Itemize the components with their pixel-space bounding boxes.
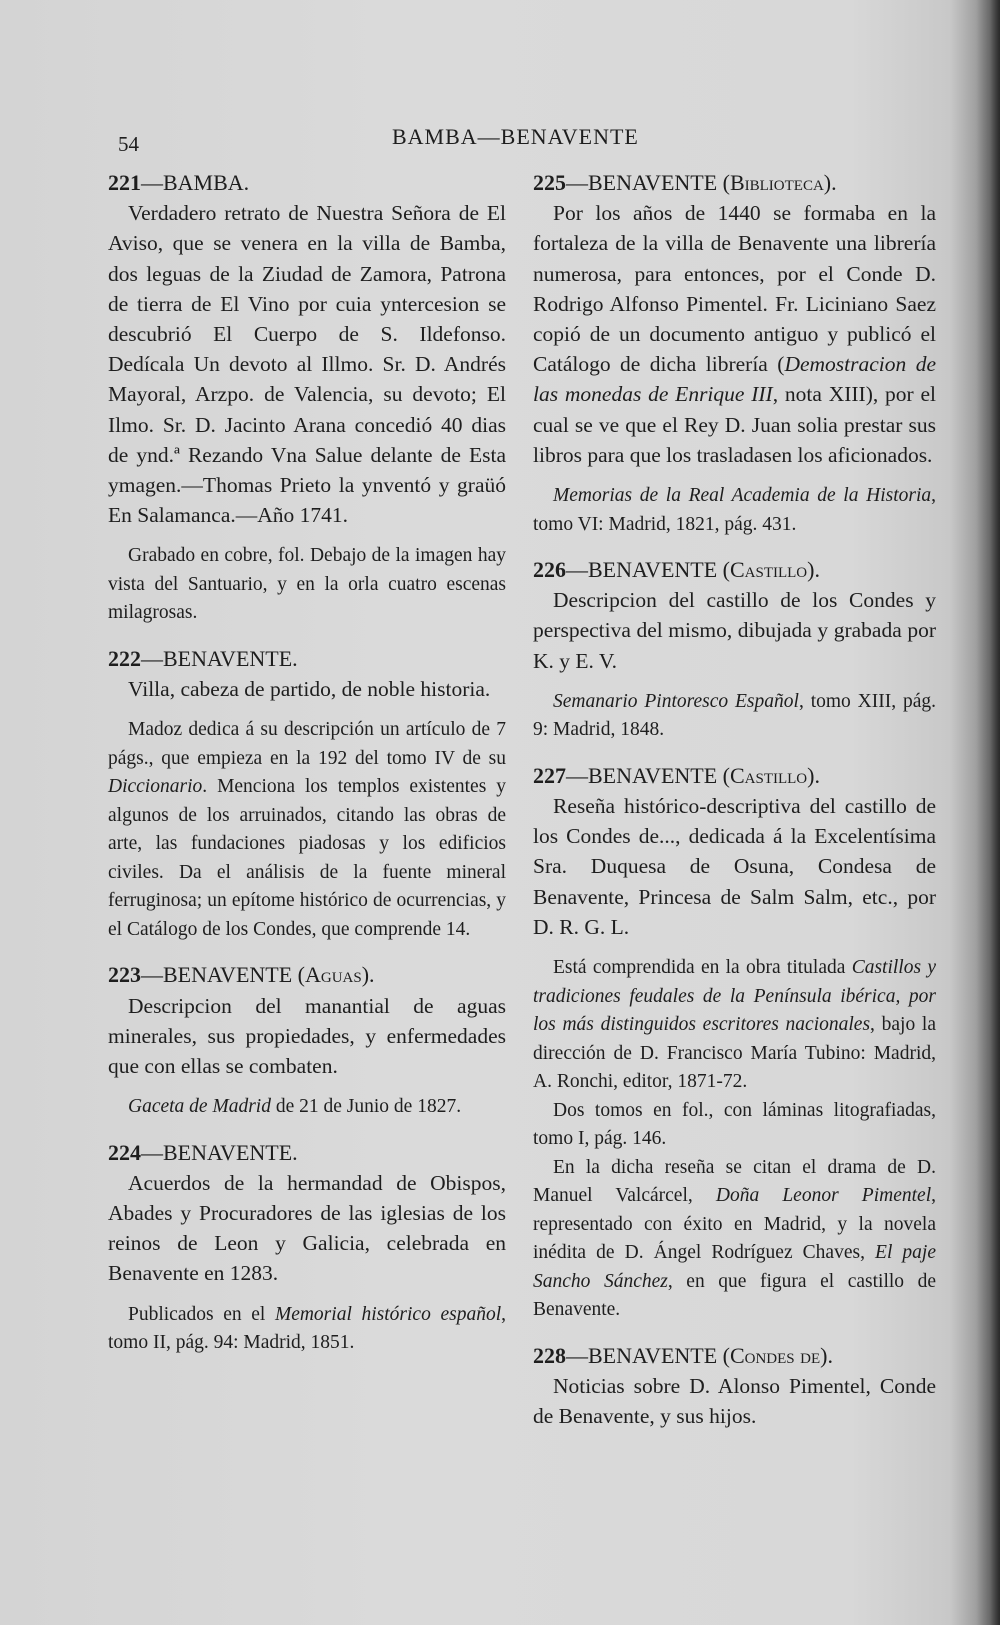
entry-222 (108, 644, 506, 944)
entry-text: Descripcion del castillo de los Condes y perspectiva del mismo, dibujada y grabada por K. y E. V. (533, 588, 936, 673)
entry-note: Dos tomos en fol., con láminas litografiadas, tomo I, pág. 146. (533, 1099, 936, 1150)
entry-number: 225 (533, 170, 566, 195)
entry-note (533, 1154, 936, 1325)
entry-title: —BAMBA. (141, 170, 250, 195)
note-text: , representado con éxito en Madrid, y la novela inédita de D. Ángel Rodríguez Chaves, (533, 1185, 936, 1264)
entry-title-end: ). (807, 762, 820, 788)
entry-225 (533, 168, 936, 539)
note-text: , bajo la dirección de D. Francisco María Tubino: Madrid, A. Ronchi, editor, 1871-72. (533, 1014, 936, 1093)
entry-number: 222 (108, 645, 141, 671)
entry-text: Villa, cabeza de partido, de noble historia. (128, 677, 491, 702)
entry-note (108, 1301, 506, 1358)
entry-title: —BENAVENTE ( (141, 962, 305, 988)
entry-subtitle: Castillo (729, 557, 808, 583)
running-head: BAMBA—BENAVENTE (392, 124, 639, 149)
note-text: Está comprendida en la obra titulada (553, 957, 852, 979)
entry-number: 221 (108, 170, 141, 195)
entry-title-end: ). (820, 1342, 833, 1368)
entry-heading (533, 1341, 936, 1371)
note-citation: Semanario Pintoresco Español (553, 690, 799, 712)
note-citation: Castillos y tradiciones feudales de la Península ibérica, por los más distinguidos escritores nacionales (533, 957, 936, 1036)
entry-heading (533, 555, 936, 585)
entry-title: —BENAVENTE. (141, 1139, 298, 1165)
note-text: , tomo VI: Madrid, 1821, pág. 431. (533, 485, 936, 535)
note-citation: Diccionario (108, 776, 203, 798)
entry-note (108, 1093, 506, 1122)
entry-title-end: ). (361, 962, 375, 988)
entry-226 (533, 555, 936, 745)
entry-number: 223 (108, 962, 141, 988)
text-part: Por los años de 1440 se formaba en la fortaleza de la villa de Benavente una librería numerosa, para entonces, por el Conde D. Rodrigo Alfonso Pimentel. Fr. Liciniano Saez copió de un documento antiguo y publicó el Catálogo de dicha librería ( (533, 201, 936, 377)
entry-227 (533, 761, 936, 1325)
entry-heading (533, 761, 936, 791)
entry-number: 228 (533, 1342, 566, 1368)
entry-title: —BENAVENTE. (141, 645, 298, 671)
entry-text: Acuerdos de la hermandad de Obispos, Abades y Procuradores de las iglesias de los reinos de Leon y Galicia, celebrada en Benavente en 1283. (108, 1170, 506, 1286)
note-citation: El paje Sancho Sánchez (533, 1242, 937, 1292)
entry-heading (533, 168, 936, 198)
entry-note (533, 954, 936, 1097)
entry-subtitle: Castillo (729, 762, 808, 788)
entry-224 (108, 1138, 506, 1358)
note-text: En la dicha reseña se citan el drama de D. Manuel Valcárcel, (533, 1156, 936, 1207)
left-column (108, 168, 506, 1374)
note-text: , tomo II, pág. 94: Madrid, 1851. (108, 1303, 506, 1354)
entry-228 (533, 1341, 936, 1432)
entry-title: —BENAVENTE ( (566, 1342, 730, 1368)
entry-note (108, 716, 506, 944)
note-text: Madoz dedica á su descripción un artículo de 7 págs., que empieza en la 192 del tomo IV de su (108, 719, 506, 769)
note-text: de 21 de Junio de 1827. (270, 1096, 462, 1118)
page-edge-shadow (976, 0, 1000, 1625)
entry-heading (108, 168, 506, 198)
entry-text: Descripcion del manantial de aguas minerales, sus propiedades, y enfermedades que con ellas se combaten. (108, 993, 506, 1078)
entry-note (533, 482, 936, 539)
entry-subtitle: Biblioteca (729, 170, 824, 195)
entry-title-end: ). (823, 170, 837, 195)
text-citation: Demostracion de las monedas de Enrique III (533, 352, 936, 407)
entry-subtitle: Aguas (304, 962, 362, 988)
entry-subtitle: Condes de (729, 1342, 821, 1368)
note-citation: Gaceta de Madrid (128, 1096, 271, 1118)
entry-223 (108, 960, 506, 1121)
entry-heading (108, 644, 506, 674)
note-text: Publicados en el (128, 1303, 275, 1325)
note-text: , en que figura el castillo de Benavente. (533, 1270, 937, 1321)
entry-221 (108, 168, 506, 628)
note-text: , tomo XIII, pág. 9: Madrid, 1848. (533, 690, 937, 741)
entry-text: Verdadero retrato de Nuestra Señora de El Aviso, que se venera en la villa de Bamba, dos leguas de la Ziudad de Zamora, Patrona de tierra de El Vino por cuia yntercesion se descubrió El Cuerpo de S. Ildefonso. Dedícala Un devoto al Illmo. Sr. D. Andrés Mayoral, Arzpo. de Valencia, su devoto; El Ilmo. Sr. D. Jacinto Arana concedió 40 dias de ynd.ª Rezando Vna Salue delante de Esta ymagen.—Thomas Prieto la ynventó y graüó En Salamanca.—Año 1741. (108, 201, 506, 528)
entry-note (533, 688, 936, 745)
entry-note: Grabado en cobre, fol. Debajo de la imagen hay vista del Santuario, y en la orla cuatro escenas milagrosas. (108, 545, 506, 624)
note-citation: Doña Leonor Pimentel (715, 1185, 932, 1207)
entry-heading (108, 1138, 506, 1168)
text-part: , nota XIII), por el cual se ve que el Rey D. Juan solia prestar sus libros para que los trasladasen los aficionados. (533, 382, 936, 467)
entry-number: 227 (533, 762, 566, 788)
entry-text: Noticias sobre D. Alonso Pimentel, Conde de Benavente, y sus hijos. (533, 1373, 936, 1428)
note-text: . Menciona los templos existentes y algunos de los arruinados, citando las obras de arte, las fundaciones piadosas y los edificios civiles. Da el análisis de la fuente mineral ferruginosa; un epítome histórico de ocurrencias, y el Catálogo de los Condes, que comprende 14. (108, 776, 506, 940)
entry-heading (108, 960, 506, 990)
entry-text (533, 198, 936, 470)
entry-text: Reseña histórico-descriptiva del castillo de los Condes de..., dedicada á la Excelentísima Sra. Duquesa de Osuna, Condesa de Benavente, Princesa de Salm Salm, etc., por D. R. G. L. (533, 794, 936, 939)
entry-title-end: ). (807, 557, 820, 583)
entry-number: 224 (108, 1139, 141, 1165)
note-citation: Memorias de la Real Academia de la Historia (553, 485, 932, 507)
entry-title: —BENAVENTE ( (566, 170, 730, 195)
entry-number: 226 (533, 557, 566, 583)
right-column (533, 168, 936, 1447)
note-citation: Memorial histórico español (274, 1303, 502, 1325)
entry-title: —BENAVENTE ( (566, 557, 730, 583)
page-number: 54 (118, 132, 139, 156)
entry-title: —BENAVENTE ( (566, 762, 730, 788)
